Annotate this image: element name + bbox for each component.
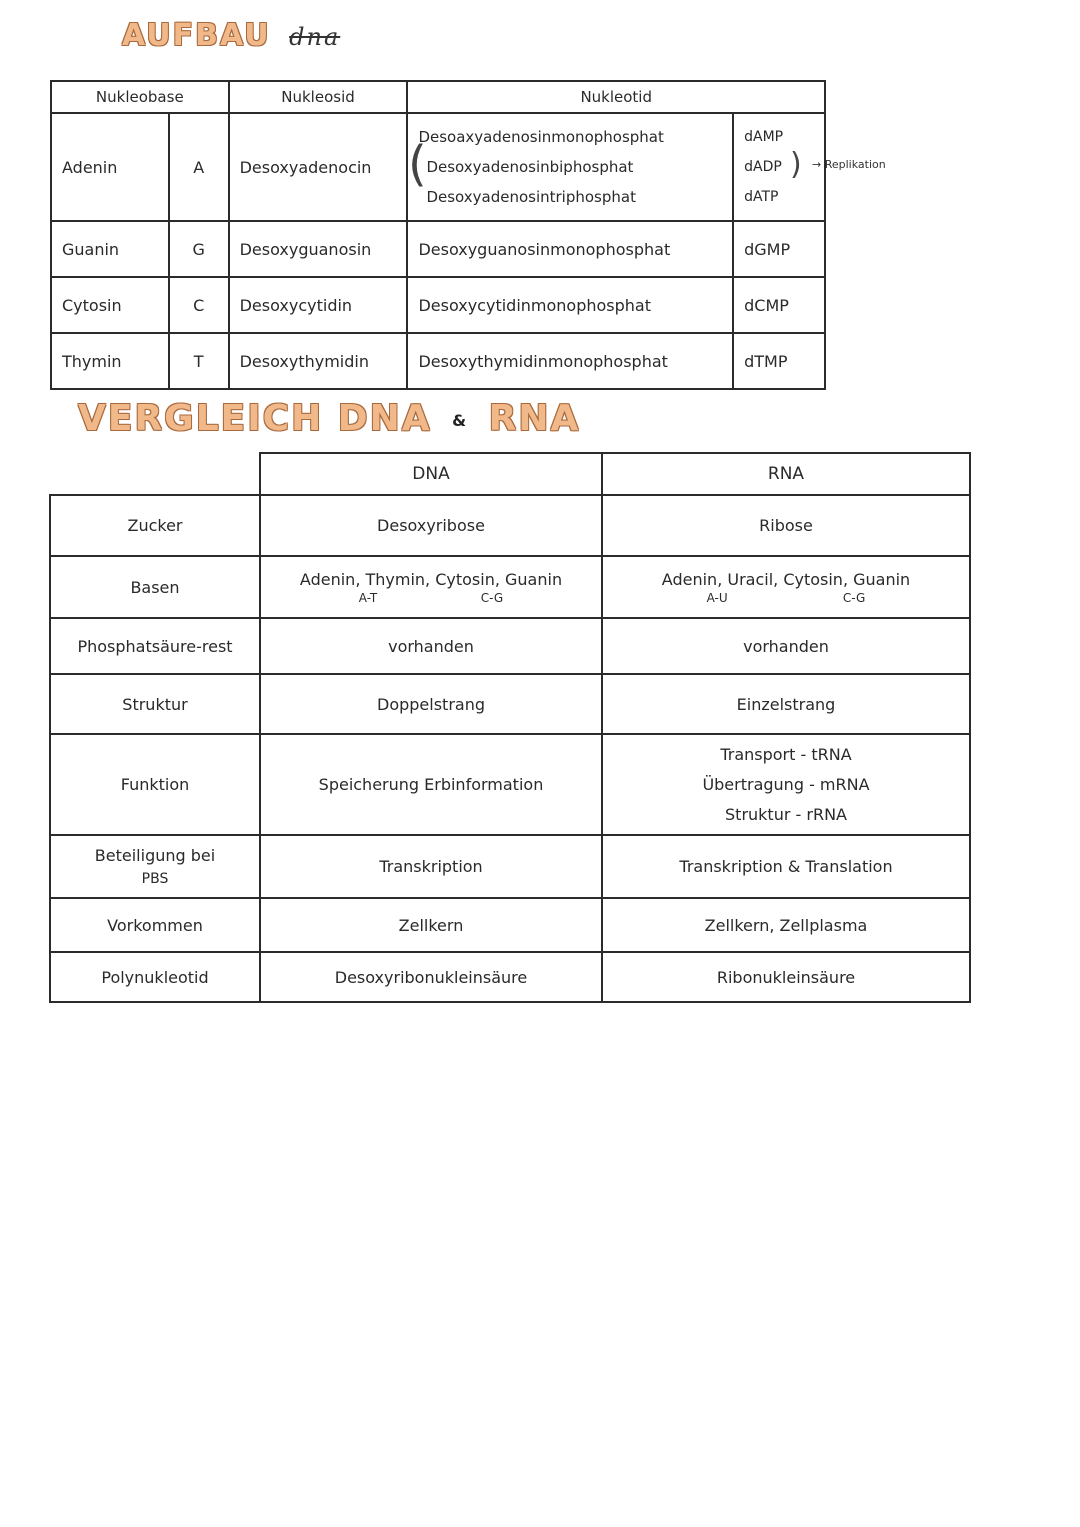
rna-pairs <box>609 591 963 605</box>
dna-value: Doppelstrang <box>260 674 602 734</box>
base-letter: C <box>169 277 229 333</box>
rna-funktion: Übertragung - mRNA <box>702 774 870 794</box>
rna-value: Ribonukleinsäure <box>602 952 970 1002</box>
table-row <box>50 618 970 674</box>
rna-value <box>602 734 970 835</box>
rna-value: Transkription & Translation <box>602 835 970 898</box>
table-row <box>50 495 970 556</box>
header-rna: RNA <box>602 453 970 495</box>
nukleosid-name: Desoxyguanosin <box>229 221 408 277</box>
row-label: Phosphatsäure-rest <box>50 618 260 674</box>
abbr: dATP <box>744 189 779 205</box>
rna-value: Zellkern, Zellplasma <box>602 898 970 952</box>
rna-pair: A-U <box>706 590 728 605</box>
base-letter: T <box>169 333 229 389</box>
base-name: Adenin <box>51 113 169 221</box>
row-label <box>50 835 260 898</box>
dna-pair: A-T <box>358 590 378 605</box>
base-name: Guanin <box>51 221 169 277</box>
nukleosid-name: Desoxythymidin <box>229 333 408 389</box>
dna-value: vorhanden <box>260 618 602 674</box>
table-row <box>50 674 970 734</box>
aufbau-title-sub: dna <box>289 23 341 51</box>
abbr: dTMP <box>733 333 825 389</box>
rna-value <box>602 556 970 618</box>
base-letter: A <box>169 113 229 221</box>
aufbau-title <box>122 18 340 53</box>
base-name: Thymin <box>51 333 169 389</box>
table-row <box>51 221 825 277</box>
abbr: dAMP <box>744 129 784 145</box>
right-brace-icon: ) <box>790 147 802 182</box>
vergleich-title-amp: & <box>452 410 469 430</box>
row-label: Basen <box>50 556 260 618</box>
nukleo-table <box>50 80 826 390</box>
rna-value: Einzelstrang <box>602 674 970 734</box>
nukleotid-list <box>407 113 733 221</box>
table-row <box>51 277 825 333</box>
dna-value: Zellkern <box>260 898 602 952</box>
table-row <box>50 898 970 952</box>
row-label: Zucker <box>50 495 260 556</box>
nukleotid-name: Desoxyadenosinbiphosphat <box>426 158 634 176</box>
row-label-line: Beteiligung bei <box>94 846 216 865</box>
table-row <box>50 734 970 835</box>
compare-header-row <box>50 453 970 495</box>
replikation-note: → Replikation <box>812 158 886 171</box>
vergleich-title-rna: RNA <box>488 398 581 439</box>
table-row <box>51 113 825 221</box>
row-label-line: PBS <box>141 871 169 887</box>
row-label: Polynukleotid <box>50 952 260 1002</box>
abbr: dCMP <box>733 277 825 333</box>
rna-funktion: Struktur - rRNA <box>725 804 847 824</box>
dna-value: Desoxyribonukleinsäure <box>260 952 602 1002</box>
nukleosid-name: Desoxycytidin <box>229 277 408 333</box>
nukleotid-name: Desoxythymidinmonophosphat <box>407 333 733 389</box>
table-row <box>51 333 825 389</box>
rna-value: Ribose <box>602 495 970 556</box>
table-row <box>50 835 970 898</box>
row-label: Funktion <box>50 734 260 835</box>
vergleich-title-main: VERGLEICH <box>78 398 324 439</box>
nukleo-header-row <box>51 81 825 113</box>
vergleich-title <box>78 398 580 439</box>
nukleotid-name: Desoxyadenosintriphosphat <box>426 188 636 206</box>
header-nukleobase: Nukleobase <box>51 81 229 113</box>
rna-basen: Adenin, Uracil, Cytosin, Guanin <box>661 569 911 589</box>
nukleotid-name: Desoxycytidinmonophosphat <box>407 277 733 333</box>
dna-value: Transkription <box>260 835 602 898</box>
row-label: Struktur <box>50 674 260 734</box>
row-label: Vorkommen <box>50 898 260 952</box>
abbr: dGMP <box>733 221 825 277</box>
dna-basen: Adenin, Thymin, Cytosin, Guanin <box>299 569 563 589</box>
table-row <box>50 556 970 618</box>
dna-value: Desoxyribose <box>260 495 602 556</box>
nukleosid-name: Desoxyadenocin <box>229 113 408 221</box>
dna-pairs <box>267 591 595 605</box>
dna-pair: C-G <box>480 590 504 605</box>
dna-value: Speicherung Erbinformation <box>260 734 602 835</box>
table-row <box>50 952 970 1002</box>
base-letter: G <box>169 221 229 277</box>
compare-table <box>49 452 971 1003</box>
rna-funktion: Transport - tRNA <box>720 744 852 764</box>
dna-value <box>260 556 602 618</box>
header-dna: DNA <box>260 453 602 495</box>
abbr: dADP <box>744 159 782 175</box>
nukleotid-name: Desoxyguanosinmonophosphat <box>407 221 733 277</box>
rna-value: vorhanden <box>602 618 970 674</box>
header-empty <box>50 453 260 495</box>
header-nukleotid: Nukleotid <box>407 81 825 113</box>
rna-pair: C-G <box>842 590 866 605</box>
base-name: Cytosin <box>51 277 169 333</box>
vergleich-title-dna: DNA <box>337 398 432 439</box>
left-brace-icon: ( <box>408 136 427 192</box>
nukleotid-name: Desoaxyadenosinmonophosphat <box>418 128 664 146</box>
header-nukleosid: Nukleosid <box>229 81 408 113</box>
aufbau-title-main: AUFBAU <box>122 18 271 53</box>
